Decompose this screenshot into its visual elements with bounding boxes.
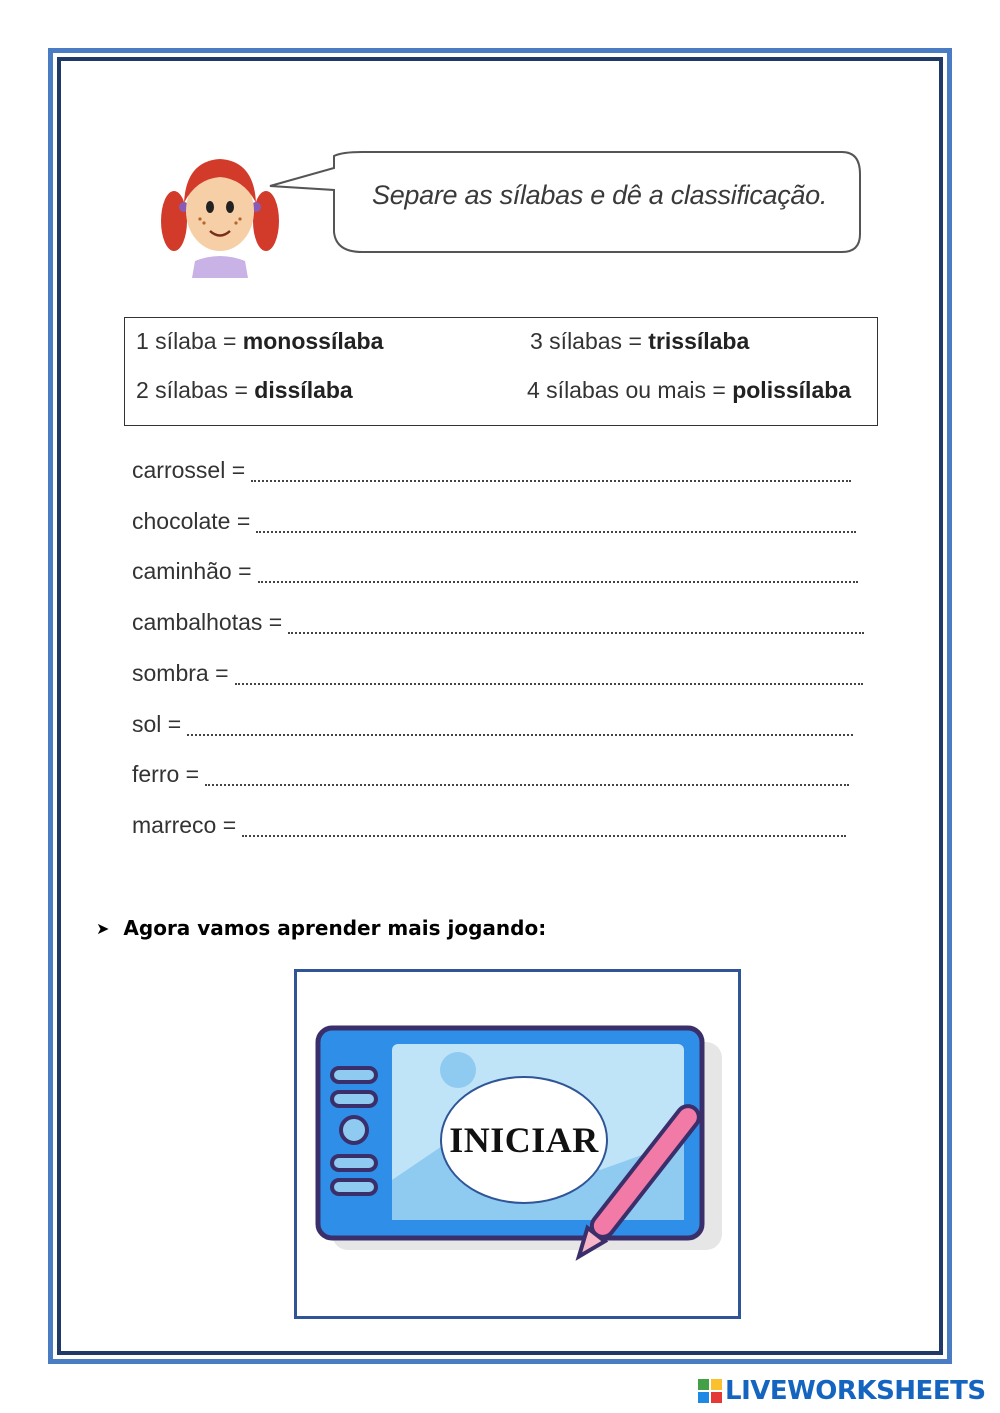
word-label: marreco =: [132, 812, 237, 838]
answer-line[interactable]: [288, 632, 864, 634]
answer-line[interactable]: [187, 734, 853, 736]
game-instruction: [96, 916, 546, 940]
arrowhead-bullet-icon: ➤: [96, 918, 110, 938]
answer-line[interactable]: [235, 683, 863, 685]
classification-term: polissílaba: [732, 377, 852, 403]
answer-line[interactable]: [251, 480, 851, 482]
answer-line[interactable]: [258, 581, 858, 583]
classification-term: trissílaba: [648, 328, 750, 354]
classification-tri: [530, 328, 749, 355]
classification-prefix: 2 sílabas =: [136, 377, 255, 403]
answer-line[interactable]: [256, 531, 856, 533]
word-row-sombra: [132, 651, 863, 687]
word-row-cambalhotas: [132, 600, 864, 636]
start-button-label: INICIAR: [449, 1120, 599, 1160]
word-row-chocolate: [132, 499, 856, 535]
word-label: ferro =: [132, 761, 200, 787]
classification-prefix: 3 sílabas =: [530, 328, 649, 354]
word-label: chocolate =: [132, 508, 251, 534]
word-row-marreco: [132, 803, 846, 839]
start-button[interactable]: [440, 1076, 608, 1204]
answer-line[interactable]: [242, 835, 846, 837]
word-row-ferro: [132, 752, 849, 788]
word-row-carrossel: [132, 448, 851, 484]
word-label: sol =: [132, 711, 182, 737]
classification-di: [136, 377, 353, 404]
word-row-sol: [132, 702, 853, 738]
liveworksheets-logo-icon: [698, 1379, 722, 1403]
watermark-text: LIVEWORKSHEETS: [725, 1376, 986, 1406]
classification-term: dissílaba: [254, 377, 353, 403]
word-label: caminhão =: [132, 558, 252, 584]
word-row-caminhao: [132, 549, 858, 585]
word-label: sombra =: [132, 660, 229, 686]
classification-prefix: 1 sílaba =: [136, 328, 243, 354]
answer-line[interactable]: [205, 784, 849, 786]
word-label: cambalhotas =: [132, 609, 283, 635]
classification-prefix: 4 sílabas ou mais =: [527, 377, 733, 403]
liveworksheets-watermark: [698, 1376, 986, 1406]
classification-poli: [527, 377, 851, 404]
bubble-instruction-text: Separe as sílabas e dê a classificação.: [372, 180, 828, 210]
word-label: carrossel =: [132, 457, 246, 483]
classification-mono: [136, 328, 383, 355]
game-instruction-text: Agora vamos aprender mais jogando:: [123, 916, 547, 940]
classification-term: monossílaba: [242, 328, 384, 354]
